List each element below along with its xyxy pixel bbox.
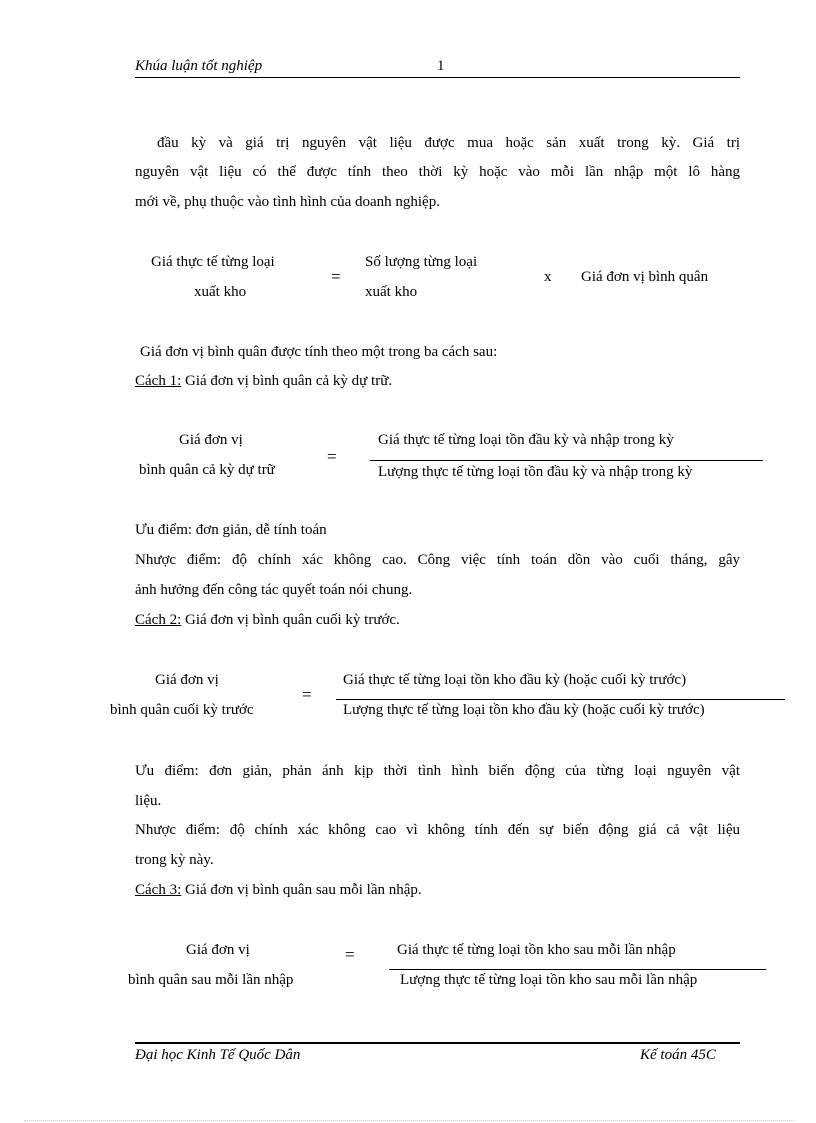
method1-denominator: Lượng thực tế từng loại tồn đầu kỳ và nhập trong kỳ xyxy=(378,464,693,480)
formula-main-equals: = xyxy=(331,267,341,286)
formula-main-lhs-1: Giá thực tế từng loại xyxy=(151,254,275,270)
page-edge-divider xyxy=(24,1120,794,1121)
intro-line-1: đầu kỳ và giá trị nguyên vật liệu được mua hoặc sản xuất trong kỳ. Giá trị xyxy=(157,135,740,151)
method1-disadvantage-2: ảnh hưởng đến công tác quyết toán nói chung. xyxy=(135,582,413,598)
method2-disadvantage-2: trong kỳ này. xyxy=(135,852,214,868)
method3-denominator: Lượng thực tế từng loại tồn kho sau mỗi lần nhập xyxy=(400,972,698,988)
intro-line-2: nguyên vật liệu có thể được tính theo thời kỳ hoặc vào mỗi lần nhập một lô hàng xyxy=(135,164,740,180)
footer-rule xyxy=(135,1042,740,1044)
method2-equals: = xyxy=(302,685,312,704)
method3-equals: = xyxy=(345,945,355,964)
method2-text: Giá đơn vị bình quân cuối kỳ trước. xyxy=(181,612,400,628)
method3-text: Giá đơn vị bình quân sau mỗi lần nhập. xyxy=(181,882,422,898)
formula-main-mid-1: Số lượng từng loại xyxy=(365,254,478,270)
method1-numerator: Giá thực tế từng loại tồn đầu kỳ và nhập trong kỳ xyxy=(378,432,674,448)
method3-numerator: Giá thực tế từng loại tồn kho sau mỗi lần nhập xyxy=(397,942,676,958)
method2-lhs-1: Giá đơn vị xyxy=(155,672,219,688)
method2-heading xyxy=(135,612,400,629)
method2-disadvantage-1: Nhược điểm: độ chính xác không cao vì không tính đến sự biến động giá cả vật liệu xyxy=(135,822,740,838)
header-title: Khúa luận tốt nghiệp xyxy=(135,58,263,74)
formula-main-lhs-2: xuất kho xyxy=(194,284,247,300)
method3-label: Cách 3: xyxy=(135,882,182,898)
footer-right: Kế toán 45C xyxy=(640,1047,716,1063)
method2-advantage-1: Ưu điểm: đơn giản, phản ánh kịp thời tình hình biến động của từng loại nguyên vật xyxy=(135,763,740,779)
method1-advantage: Ưu điểm: đơn giản, dễ tính toán xyxy=(135,522,327,538)
page-number: 1 xyxy=(437,58,445,74)
formula-main-mid-2: xuất kho xyxy=(365,284,418,300)
method3-lhs-1: Giá đơn vị xyxy=(186,942,250,958)
method3-fraction-bar xyxy=(389,969,766,970)
method2-denominator: Lượng thực tế từng loại tồn kho đầu kỳ (hoặc cuối kỳ trước) xyxy=(343,702,705,718)
method1-disadvantage-1: Nhược điểm: độ chính xác không cao. Công việc tính toán dồn vào cuối tháng, gây xyxy=(135,552,740,568)
formula-main-rhs: Giá đơn vị bình quân xyxy=(581,269,709,285)
method1-fraction-bar xyxy=(370,460,763,461)
method1-text: Giá đơn vị bình quân cả kỳ dự trữ. xyxy=(181,373,393,389)
method2-fraction-bar xyxy=(336,699,785,700)
method1-heading xyxy=(135,373,392,390)
method1-label: Cách 1: xyxy=(135,373,182,389)
header-rule xyxy=(135,77,740,78)
footer-left: Đại học Kinh Tế Quốc Dân xyxy=(135,1047,301,1063)
formula-main-times: x xyxy=(544,269,552,285)
method1-lhs-2: bình quân cả kỳ dự trữ xyxy=(139,462,275,478)
intro-line-3: mới về, phụ thuộc vào tình hình của doanh nghiệp. xyxy=(135,194,440,210)
method2-numerator: Giá thực tế từng loại tồn kho đầu kỳ (hoặc cuối kỳ trước) xyxy=(343,672,687,688)
method1-lhs-1: Giá đơn vị xyxy=(179,432,243,448)
method2-lhs-2: bình quân cuối kỳ trước xyxy=(110,702,254,718)
methods-intro: Giá đơn vị bình quân được tính theo một trong ba cách sau: xyxy=(140,344,498,360)
method3-heading xyxy=(135,882,422,899)
method1-equals: = xyxy=(327,447,337,466)
method2-label: Cách 2: xyxy=(135,612,182,628)
method3-lhs-2: bình quân sau mỗi lần nhập xyxy=(128,972,294,988)
method2-advantage-2: liệu. xyxy=(135,793,162,809)
